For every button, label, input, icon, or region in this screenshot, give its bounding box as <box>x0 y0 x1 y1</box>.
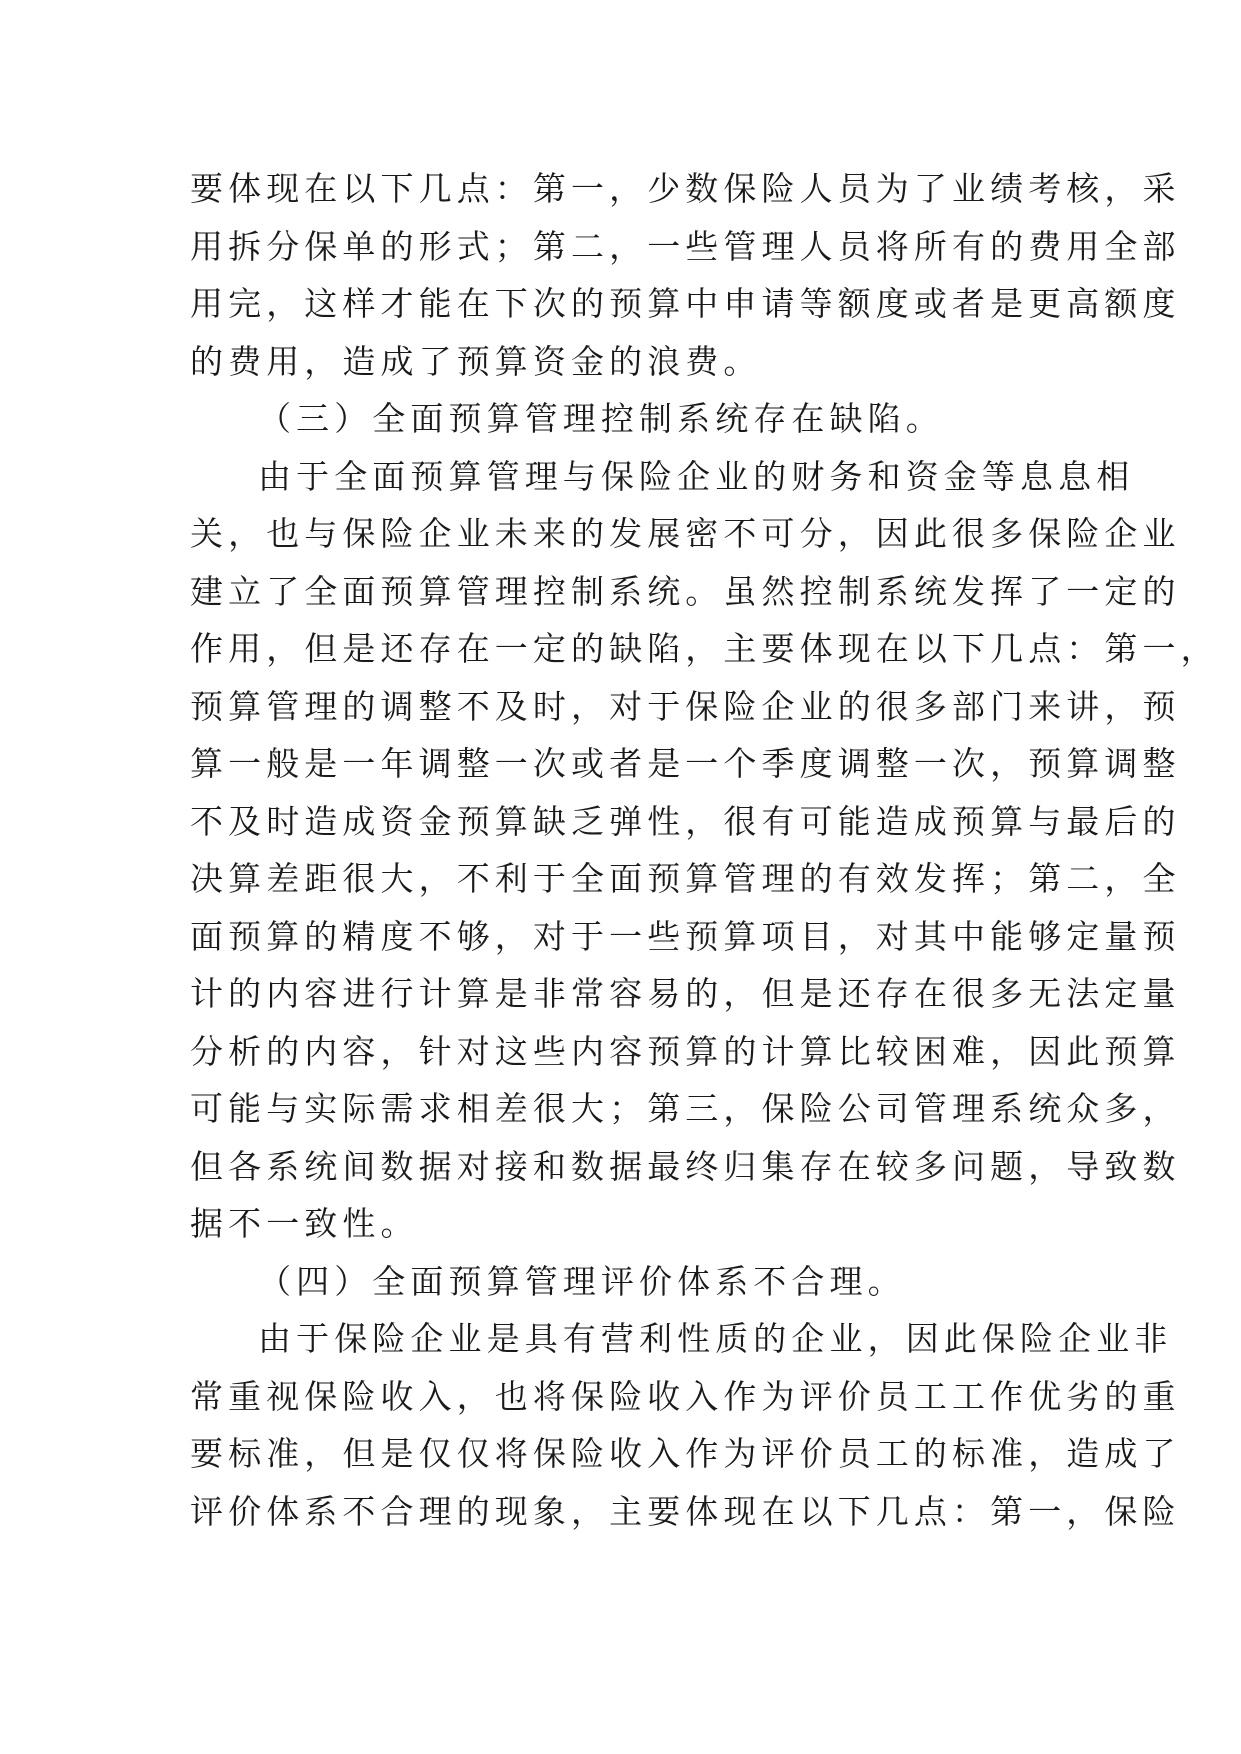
text-line: 决算差距很大，不利于全面预算管理的有效发挥；第二，全 <box>190 859 1181 898</box>
text-line: 预算管理的调整不及时，对于保险企业的很多部门来讲，预 <box>190 686 1181 726</box>
text-line: 评价体系不合理的现象，主要体现在以下几点：第一，保险 <box>190 1491 1181 1531</box>
section-heading-3: （三）全面预算管理控制系统存在缺陷。 <box>258 399 944 438</box>
text-line: 的费用，造成了预算资金的浪费。 <box>190 341 762 381</box>
text-line: 要体现在以下几点：第一，少数保险人员为了业绩考核，采 <box>190 169 1181 208</box>
text-line: 可能与实际需求相差很大；第三，保险公司管理系统众多， <box>190 1089 1181 1128</box>
paragraph-continuation <box>190 160 1181 390</box>
paragraph-evaluation-system <box>190 1310 1181 1540</box>
text-line: 关，也与保险企业未来的发展密不可分，因此很多保险企业 <box>190 514 1181 553</box>
text-line: 建立了全面预算管理控制系统。虽然控制系统发挥了一定的 <box>190 571 1181 611</box>
document-page <box>190 160 1219 1540</box>
text-line: 面预算的精度不够，对于一些预算项目，对其中能够定量预 <box>190 916 1181 956</box>
text-line: 计的内容进行计算是非常容易的，但是还存在很多无法定量 <box>190 974 1181 1013</box>
paragraph-control-system <box>190 448 1219 1253</box>
text-line: 不及时造成资金预算缺乏弹性，很有可能造成预算与最后的 <box>190 801 1181 841</box>
text-line: 常重视保险收入，也将保险收入作为评价员工工作优劣的重 <box>190 1376 1181 1416</box>
text-line: 要标准，但是仅仅将保险收入作为评价员工的标准，造成了 <box>190 1434 1181 1473</box>
text-line: 用完，这样才能在下次的预算中申请等额度或者是更高额度 <box>190 284 1181 323</box>
text-line: 但各系统间数据对接和数据最终归集存在较多问题，导致数 <box>190 1146 1181 1186</box>
text-line: 据不一致性。 <box>190 1204 419 1243</box>
text-line: 由于全面预算管理与保险企业的财务和资金等息息相 <box>258 456 1135 496</box>
text-line: 作用，但是还存在一定的缺陷，主要体现在以下几点：第一， <box>190 629 1219 668</box>
text-line: 算一般是一年调整一次或者是一个季度调整一次，预算调整 <box>190 744 1181 783</box>
section-heading-4: （四）全面预算管理评价体系不合理。 <box>258 1261 906 1301</box>
text-line: 用拆分保单的形式；第二，一些管理人员将所有的费用全部 <box>190 226 1181 266</box>
text-line: 分析的内容，针对这些内容预算的计算比较困难，因此预算 <box>190 1031 1181 1071</box>
text-line: 由于保险企业是具有营利性质的企业，因此保险企业非 <box>258 1319 1173 1358</box>
